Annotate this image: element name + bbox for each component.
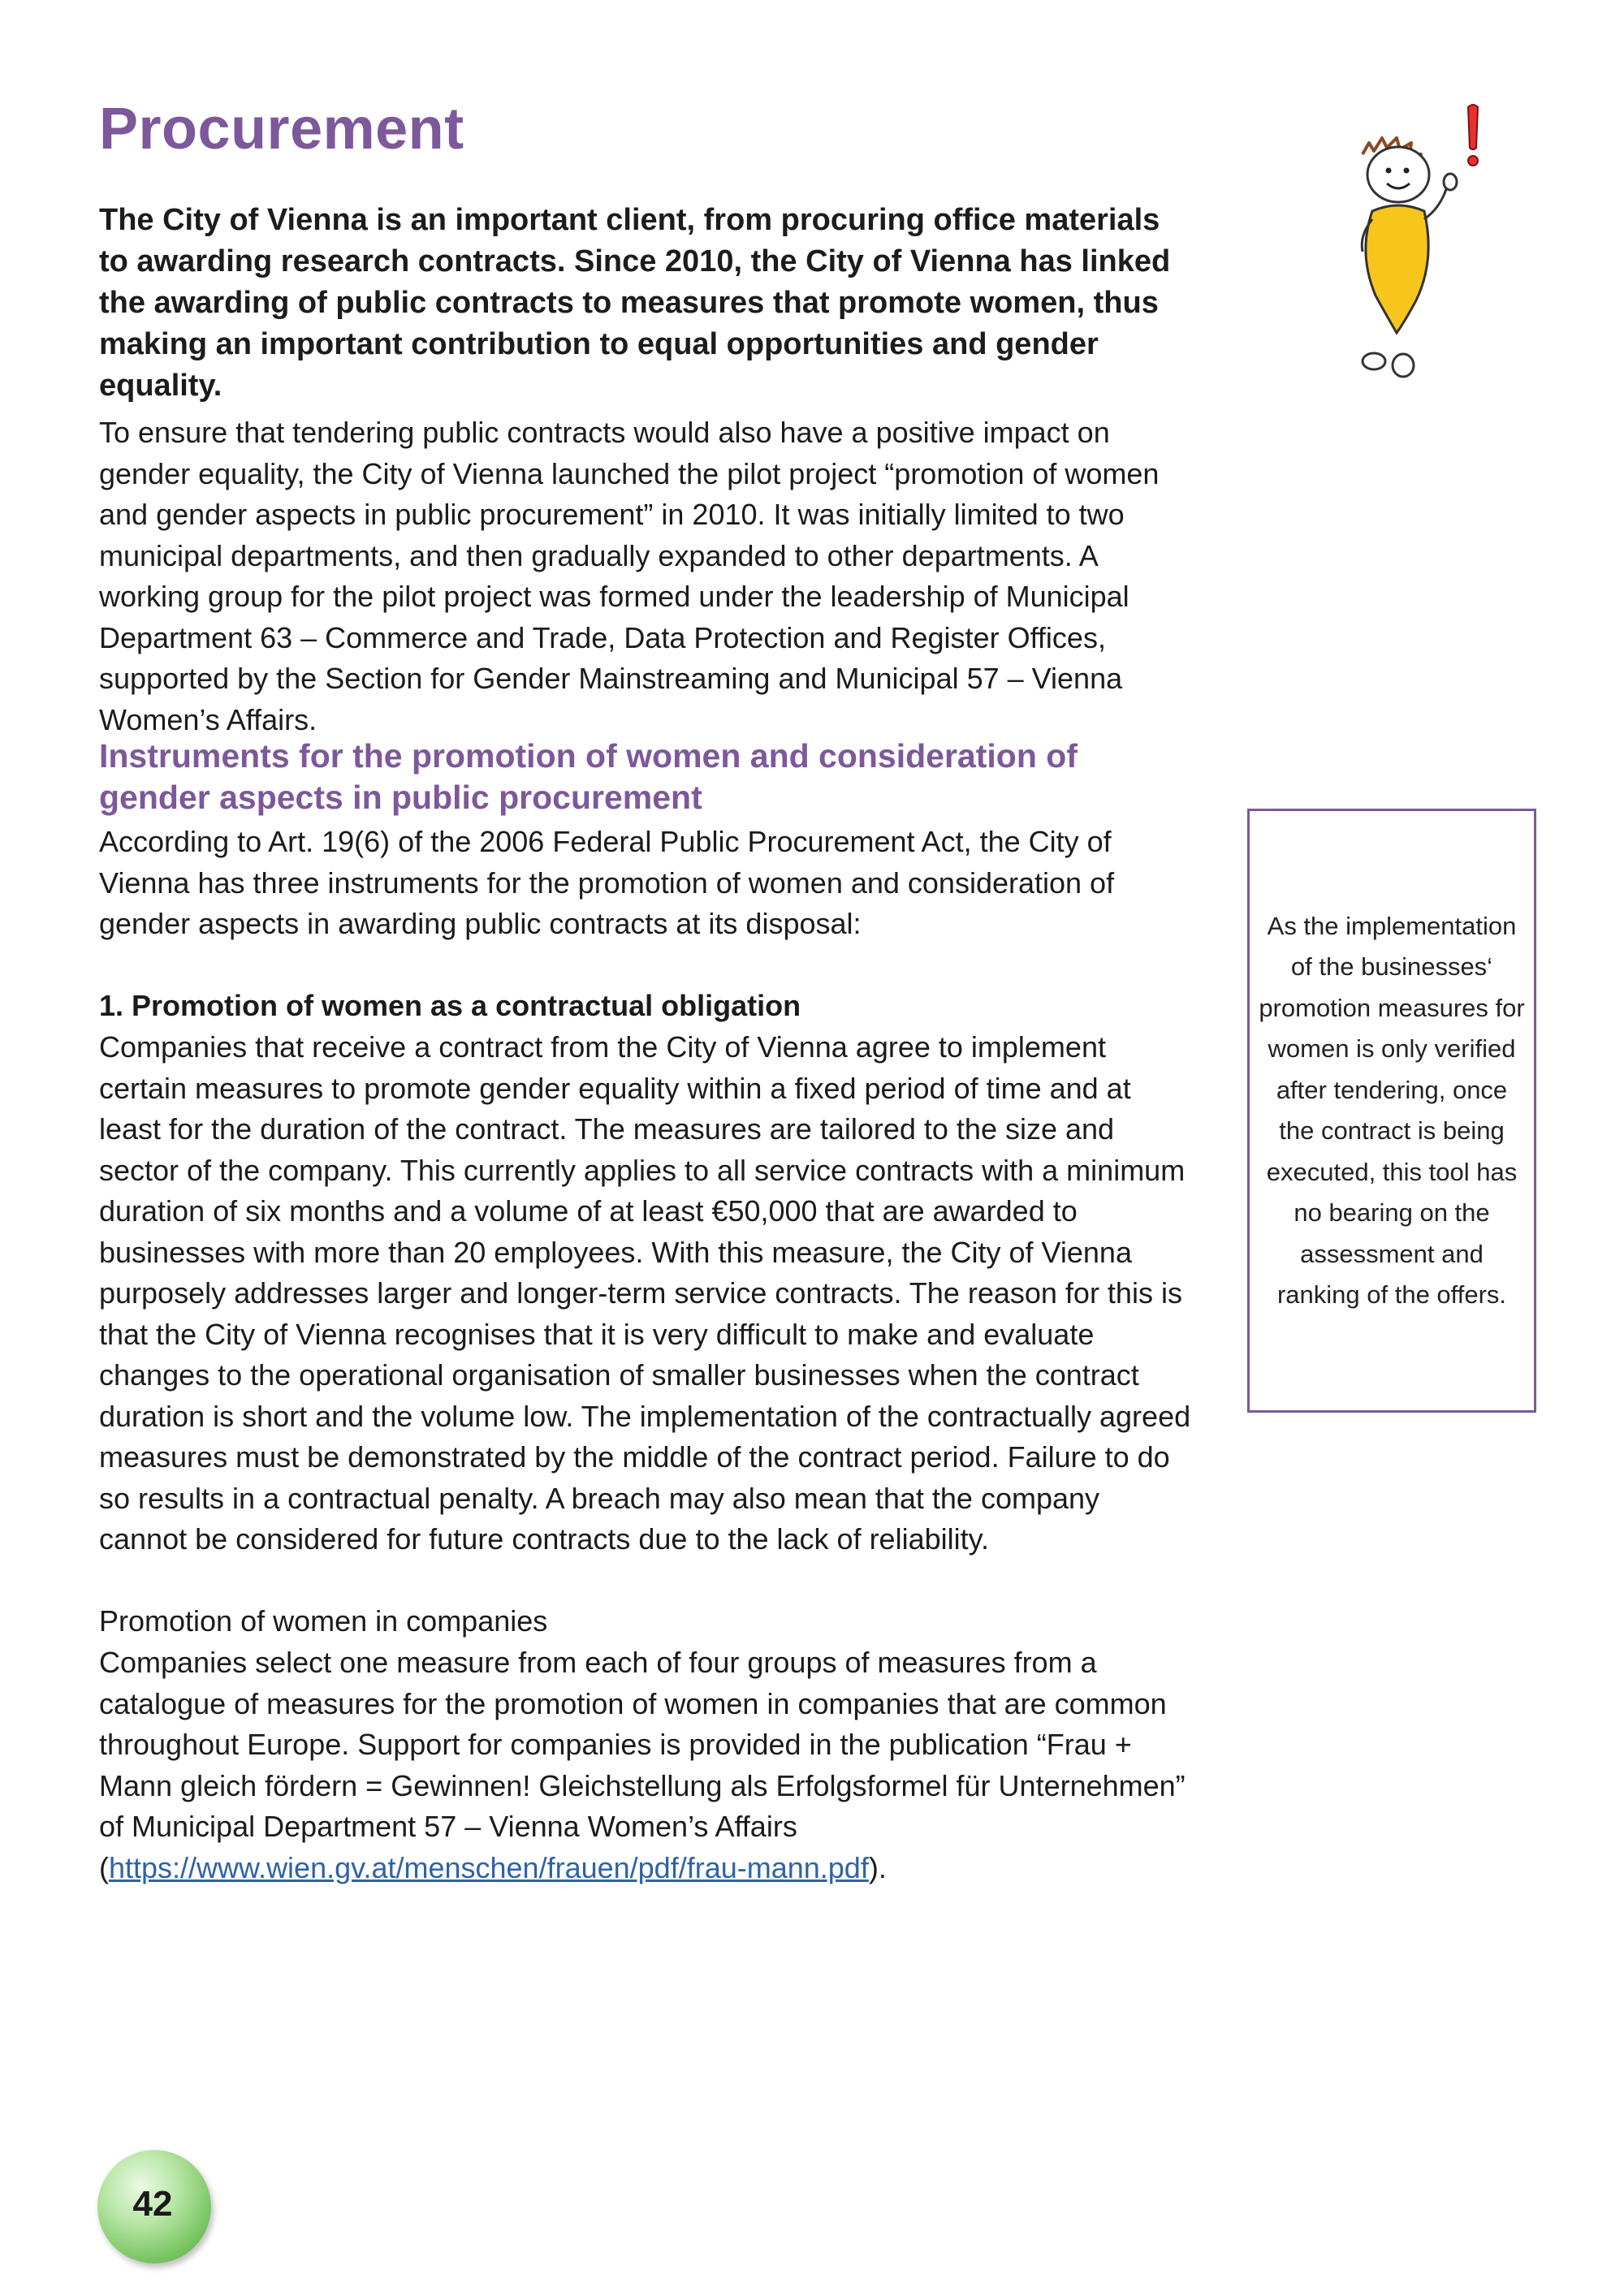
mascot-illustration: [1340, 97, 1502, 390]
section-heading: Instruments for the promotion of women and consideration of gender aspects in public procurement: [99, 737, 1078, 816]
page-title: Procurement: [99, 97, 464, 162]
page-number: 42: [132, 2184, 173, 2224]
sidebox-text: As the implementation of the businesses‘ promotion measures for women is only verified after tendering, once the contract is being executed, this tool has no bearing on the assessment and ranking of the offers.: [1259, 911, 1525, 1309]
info-sidebox: [1247, 809, 1536, 1413]
item1-heading: 1. Promotion of women as a contractual obligation: [99, 989, 801, 1022]
companies-text: Companies select one measure from each of four groups of measures from a catalogue of measures for the promotion of women in companies that are common throughout Europe. Support for companies is provided in the publication “Frau + Mann gleich fördern = Gewinnen! Gleichstellung als Erfolgsformel für Unternehmen” of Municipal Department 57 – Vienna Women’s Affairs (: [99, 1646, 1186, 1884]
intro-paragraph: To ensure that tendering public contracts would also have a positive impact on gender equality, the City of Vienna launched the pilot project “promotion of women and gender aspects in public procurement” in 2010. It was initially limited to two municipal departments, and then gradually expanded to other departments. A working group for the pilot project was formed under the leadership of Municipal Department 63 – Commerce and Trade, Data Protection and Register Offices, supported by the Section for Gender Mainstreaming and Municipal 57 – Vienna Women’s Affairs.: [99, 416, 1160, 736]
companies-heading: Promotion of women in companies: [99, 1604, 548, 1638]
publication-link[interactable]: https://www.wien.gv.at/menschen/frauen/pdf/frau-mann.pdf: [109, 1850, 869, 1884]
section-paragraph: According to Art. 19(6) of the 2006 Federal Public Procurement Act, the City of Vienna has three instruments for the promotion of women and consideration of gender aspects in awarding public contracts at its disposal:: [99, 825, 1115, 940]
lead-paragraph: The City of Vienna is an important client, from procuring office materials to awarding research contracts. Since 2010, the City of Vienna has linked the awarding of public contracts to measures that promote women, thus making an important contribution to equal opportunities and gender equality.: [99, 203, 1171, 403]
item1-paragraph: Companies that receive a contract from the City of Vienna agree to implement certain measures to promote gender equality within a fixed period of time and at least for the duration of the contract. The measures are tailored to the size and sector of the company. This currently applies to all service contracts with a minimum duration of six months and a volume of at least €50,000 that are awarded to businesses with more than 20 employees. With this measure, the City of Vienna purposely addresses larger and longer-term service contracts. The reason for this is that the City of Vienna recognises that it is very difficult to make and evaluate changes to the operational organisation of smaller businesses when the contract duration is short and the volume low. The implementation of the contractually agreed measures must be demonstrated by the middle of the contract period. Failure to do so results in a contractual penalty. A breach may also mean that the company cannot be considered for future contracts due to the lack of reliability.: [99, 1030, 1191, 1556]
exclamation-mark-icon: [1468, 105, 1478, 166]
page-number-badge: [97, 2150, 211, 2264]
companies-paragraph: [99, 1642, 1191, 1888]
companies-text-end: ).: [868, 1850, 887, 1884]
